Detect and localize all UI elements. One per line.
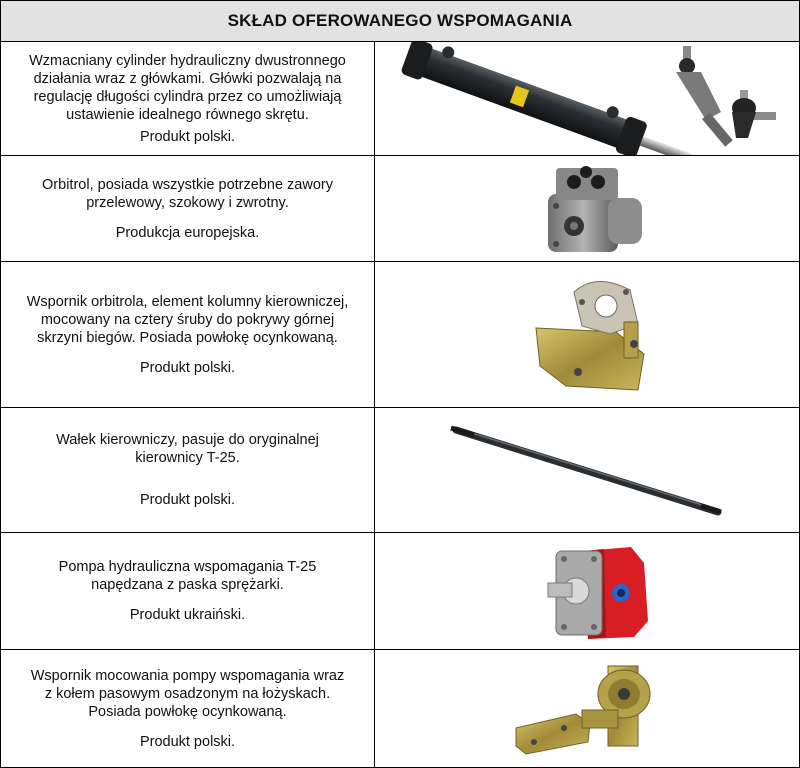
- description-cell: [1, 42, 375, 155]
- origin-note: Produkt ukraiński.: [129, 607, 246, 623]
- origin-note: Produkt polski.: [139, 359, 236, 376]
- product-image-hydraulic-pump: [376, 533, 799, 649]
- description-cell: [1, 650, 375, 767]
- origin-note: Produkt polski.: [139, 733, 236, 750]
- table-row-orbitrol-bracket: [1, 262, 799, 408]
- table-row-pump-bracket: [1, 650, 799, 767]
- description-cell: [1, 408, 375, 532]
- tie-rod-end-1: [676, 46, 733, 147]
- description-line: Wspornik orbitrola, element kolumny kierowniczej,: [26, 293, 349, 310]
- orbitrol-image: [376, 156, 799, 261]
- description-cell: [1, 262, 375, 407]
- description-line: napędzana z paska sprężarki.: [91, 577, 284, 593]
- product-image-cylinder: [376, 42, 799, 155]
- origin-note: Produkcja europejska.: [115, 224, 260, 241]
- description-line: przelewowy, szokowy i zwrotny.: [86, 194, 289, 211]
- tie-rod-end-2: [732, 90, 776, 138]
- table-row-hydraulic-pump: [1, 533, 799, 650]
- description-line: Posiada powłokę ocynkowaną.: [88, 703, 287, 720]
- origin-note: Produkt polski.: [139, 492, 236, 508]
- pump-bracket-image: [376, 650, 799, 767]
- description-line: z kołem pasowym osadzonym na łożyskach.: [44, 685, 331, 702]
- description-line: ustawienie idealnego równego skrętu.: [66, 106, 309, 123]
- description-line: mocowany na cztery śruby do pokrywy górnej: [40, 311, 335, 328]
- product-image-pump-bracket: [376, 650, 799, 767]
- table-row-steering-shaft: [1, 408, 799, 533]
- product-image-steering-shaft: [376, 408, 799, 532]
- product-image-orbitrol: [376, 156, 799, 261]
- description-cell: [1, 156, 375, 261]
- description-line: Wałek kierowniczy, pasuje do oryginalnej: [56, 432, 319, 448]
- description-line: skrzyni biegów. Posiada powłokę ocynkowaną.: [37, 329, 338, 346]
- orbitrol-bracket-image: [376, 262, 799, 407]
- description-line: kierownicy T-25.: [135, 450, 240, 466]
- description-line: Wzmacniany cylinder hydrauliczny dwustronnego: [29, 52, 346, 69]
- description-line: działania wraz z główkami. Główki pozwalają na: [33, 70, 342, 87]
- hydraulic-cylinder-image: [376, 42, 799, 155]
- description-line: Wspornik mocowania pompy wspomagania wraz: [30, 667, 345, 684]
- product-image-orbitrol-bracket: [376, 262, 799, 407]
- hydraulic-pump-image: [376, 533, 799, 649]
- origin-note: Produkt polski.: [139, 128, 236, 145]
- table-title: SKŁAD OFEROWANEGO WSPOMAGANIA: [1, 1, 799, 42]
- description-cell: [1, 533, 375, 649]
- description-line: Pompa hydrauliczna wspomagania T-25: [58, 559, 317, 575]
- table-row-cylinder: [1, 42, 799, 156]
- table-row-orbitrol: [1, 156, 799, 262]
- description-line: Orbitrol, posiada wszystkie potrzebne zawory: [42, 176, 333, 193]
- steering-shaft-image: [376, 408, 799, 532]
- description-line: regulację długości cylindra przez co umożliwiają: [33, 88, 342, 105]
